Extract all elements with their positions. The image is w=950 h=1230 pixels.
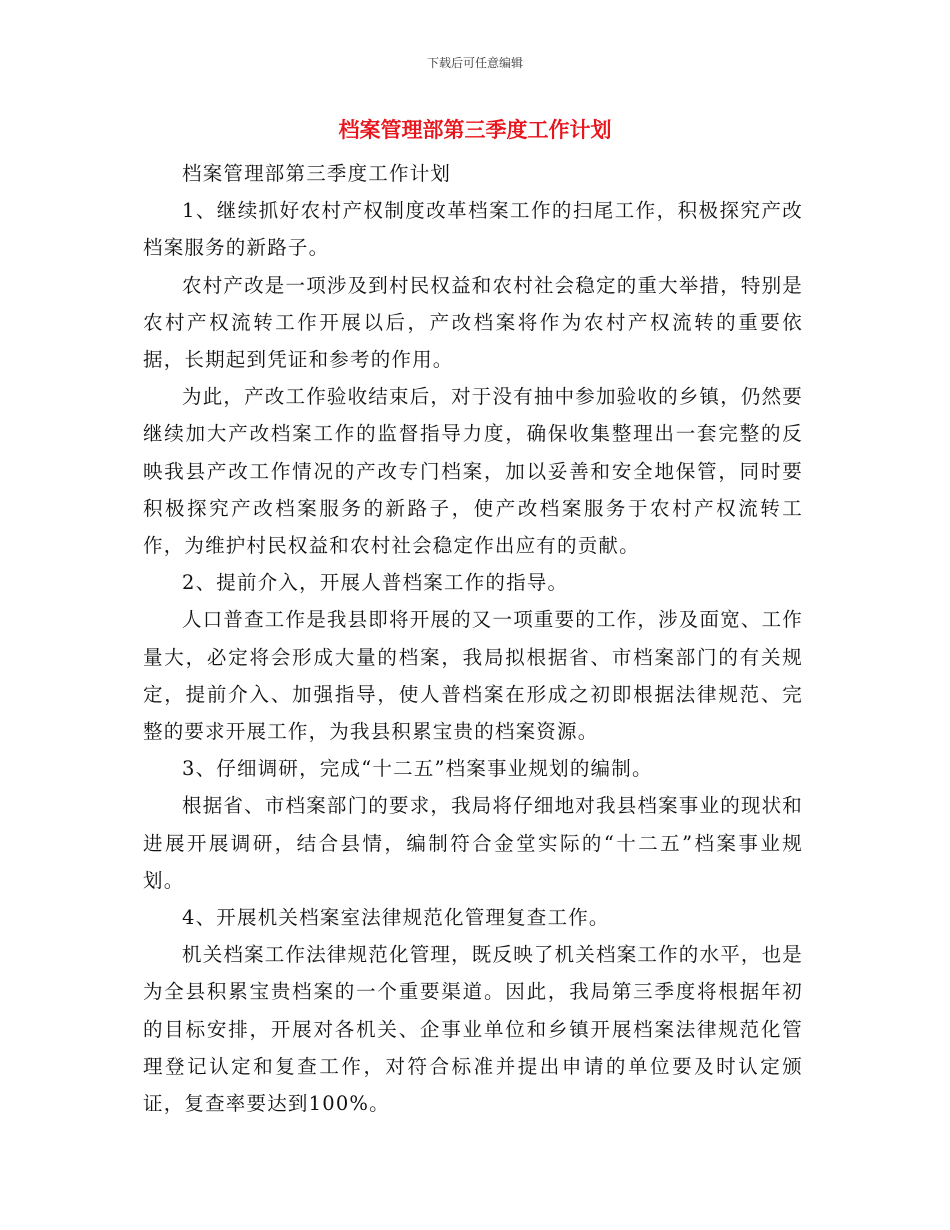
document-body [143, 155, 803, 1122]
paragraph: 2、提前介入，开展人普档案工作的指导。 [182, 571, 569, 595]
paragraph: 为此，产改工作验收结束后，对于没有抽中参加验收的乡镇，仍然要继续加大产改档案工作的监督指导力度，确保收集整理出一套完整的反映我县产改工作情况的产改专门档案，加以妥善和安全地保管，同时要积极探究产改档案服务的新路子，使产改档案服务于农村产权流转工作，为维护村民权益和农村社会稳定作出应有的贡献。 [143, 385, 804, 558]
paragraph: 档案管理部第三季度工作计划 [182, 162, 452, 185]
paragraph: 3、仔细调研，完成“十二五”档案事业规划的编制。 [182, 757, 653, 781]
paragraph: 根据省、市档案部门的要求，我局将仔细地对我县档案事业的现状和进展开展调研，结合县情，编制符合金堂实际的“十二五”档案事业规划。 [143, 794, 804, 892]
paragraph: 人口普查工作是我县即将开展的又一项重要的工作，涉及面宽、工作量大，必定将会形成大量的档案，我局拟根据省、市档案部门的有关规定，提前介入、加强指导，使人普档案在形成之初即根据法律规范、完整的要求开展工作，为我县积累宝贵的档案资源。 [143, 608, 804, 744]
header-note: 下载后可任意编辑 [426, 56, 523, 70]
paragraph: 4、开展机关档案室法律规范化管理复查工作。 [182, 906, 610, 930]
paragraph: 1、继续抓好农村产权制度改革档案工作的扫尾工作，积极探究产改档案服务的新路子。 [143, 199, 803, 260]
document-title: 档案管理部第三季度工作计划 [338, 118, 612, 142]
paragraph: 农村产改是一项涉及到村民权益和农村社会稳定的重大举措，特别是农村产权流转工作开展以后，产改档案将作为农村产权流转的重要依据，长期起到凭证和参考的作用。 [143, 273, 804, 372]
paragraph: 机关档案工作法律规范化管理，既反映了机关档案工作的水平，也是为全县积累宝贵档案的一个重要渠道。因此，我局第三季度将根据年初的目标安排，开展对各机关、企事业单位和乡镇开展档案法律规范化管理登记认定和复查工作，对符合标准并提出申请的单位要及时认定颁证，复查率要达到100%。 [143, 943, 804, 1116]
